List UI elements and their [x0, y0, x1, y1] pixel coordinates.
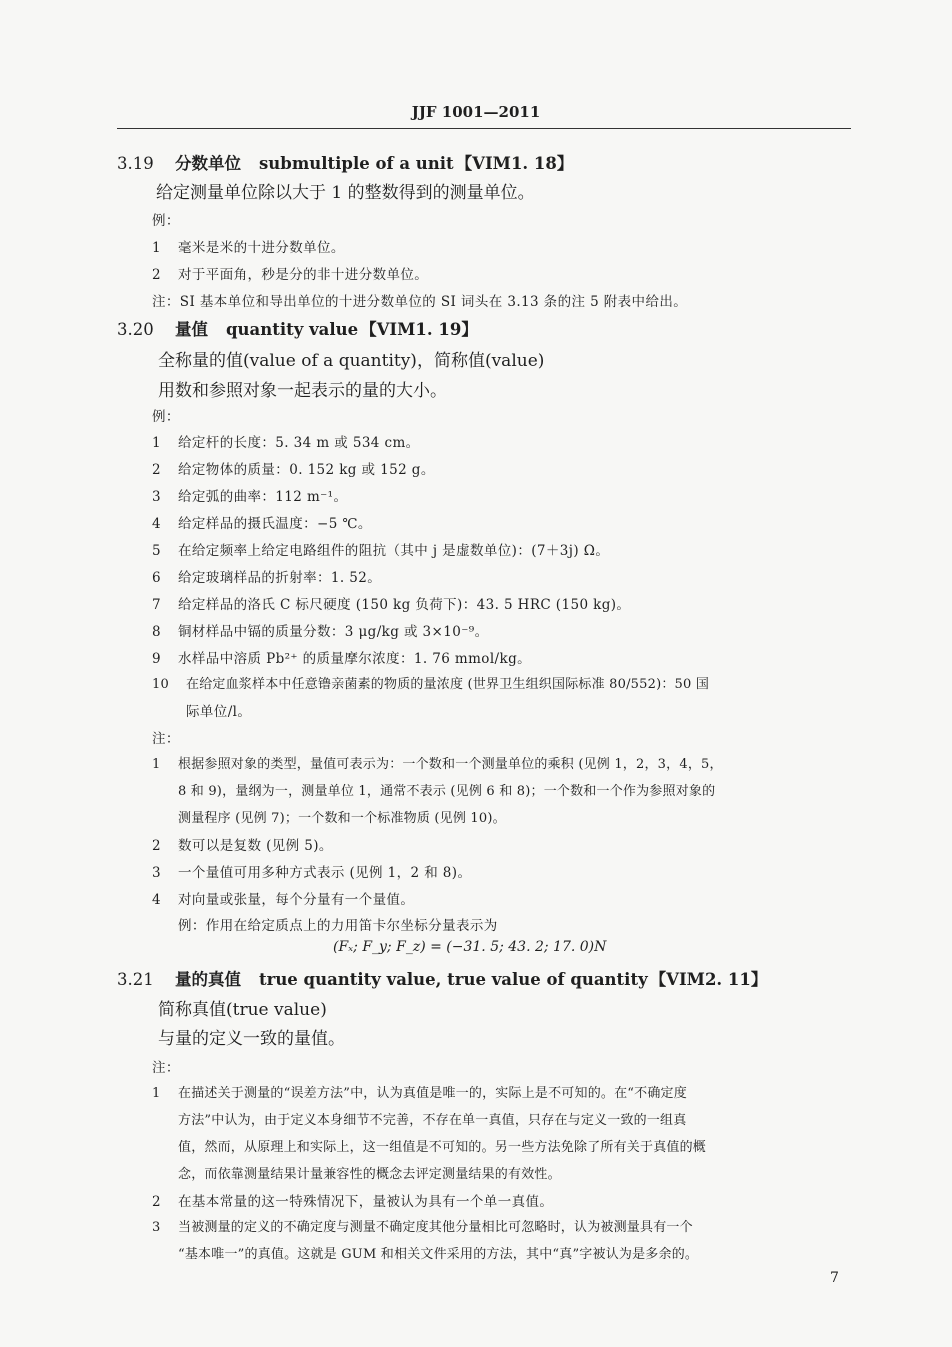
example-item: 3 给定弧的曲率：112 m⁻¹。 [152, 489, 348, 505]
note-continuation: 方法”中认为，由于定义本身细节不完善，不存在单一真值，只存在与定义一致的一组真 [178, 1113, 687, 1128]
note-item: 3 当被测量的定义的不确定度与测量不确定度其他分量相比可忽略时，认为被测量具有一个 [152, 1220, 693, 1235]
note-continuation: “基本唯一”的真值。这就是 GUM 和相关文件采用的方法，其中“真”字被认为是多余的。 [178, 1247, 699, 1262]
vim-reference: 【VIM2. 11】 [649, 970, 768, 989]
formula: (Fₓ; F_y; F_z) = (−31. 5; 43. 2; 17. 0)N [333, 939, 607, 955]
note-item: 2 在基本常量的这一特殊情况下，量被认为具有一个单一真值。 [152, 1194, 554, 1210]
note-continuation: 测量程序 (见例 7)；一个数和一个标准物质 (见例 10)。 [178, 811, 506, 826]
definition: 给定测量单位除以大于 1 的整数得到的测量单位。 [156, 183, 535, 203]
example-item: 6 给定玻璃样品的折射率：1. 52。 [152, 570, 382, 586]
example-continuation: 际单位/l。 [186, 704, 252, 720]
header-rule [117, 128, 851, 129]
page-number: 7 [830, 1270, 839, 1286]
note-example: 例：作用在给定质点上的力用笛卡尔坐标分量表示为 [178, 918, 498, 934]
example-label: 例： [152, 213, 180, 229]
alternative-name: 全称量的值(value of a quantity)，简称值(value) [158, 351, 545, 371]
section-number: 3.19 [117, 154, 154, 173]
example-item: 2 给定物体的质量：0. 152 kg 或 152 g。 [152, 462, 435, 478]
example-item: 5 在给定频率上给定电路组件的阻抗（其中 j 是虚数单位)：(7＋3j) Ω。 [152, 543, 610, 559]
note-label: 注： [152, 1060, 180, 1076]
example-item: 4 给定样品的摄氏温度：−5 ℃。 [152, 516, 372, 532]
example-item: 7 给定样品的洛氏 C 标尺硬度 (150 kg 负荷下)：43. 5 HRC (150 kg)。 [152, 597, 631, 613]
note-item: 1 在描述关于测量的“误差方法”中，认为真值是唯一的，实际上是不可知的。在“不确定度 [152, 1086, 687, 1101]
vim-reference: 【VIM1. 19】 [360, 320, 478, 339]
example-item: 1 给定杆的长度：5. 34 m 或 534 cm。 [152, 435, 420, 451]
note-text: 注：SI 基本单位和导出单位的十进分数单位的 SI 词头在 3.13 条的注 5 附表中给出。 [152, 294, 688, 310]
note-continuation: 值，然而，从原理上和实际上，这一组值是不可知的。另一些方法免除了所有关于真值的概 [178, 1140, 707, 1155]
vim-reference: 【VIM1. 18】 [455, 154, 574, 173]
example-item: 9 水样品中溶质 Pb²⁺ 的质量摩尔浓度：1. 76 mmol/kg。 [152, 651, 532, 667]
section-title-en: submultiple of a unit [259, 154, 454, 173]
section-number: 3.20 [117, 320, 154, 339]
section-3-19-heading [117, 150, 573, 174]
section-number: 3.21 [117, 970, 154, 989]
section-title-cn: 分数单位 [175, 154, 241, 173]
definition: 用数和参照对象一起表示的量的大小。 [158, 381, 447, 401]
example-item: 1 毫米是米的十进分数单位。 [152, 240, 345, 256]
example-item: 10 在给定血浆样本中任意镥亲菌素的物质的量浓度 (世界卫生组织国际标准 80/552)：50 国 [152, 677, 710, 692]
note-item: 2 数可以是复数 (见例 5)。 [152, 838, 333, 854]
definition: 与量的定义一致的量值。 [158, 1029, 345, 1049]
alternative-name: 简称真值(true value) [158, 1000, 327, 1020]
document-header: JJF 1001—2011 [411, 103, 541, 121]
section-title-en: quantity value [226, 320, 359, 339]
note-item: 4 对向量或张量，每个分量有一个量值。 [152, 892, 415, 908]
note-item: 3 一个量值可用多种方式表示 (见例 1，2 和 8)。 [152, 865, 472, 881]
note-item: 1 根据参照对象的类型，量值可表示为：一个数和一个测量单位的乘积 (见例 1，2，3，4，5， [152, 757, 723, 772]
section-title-cn: 量的真值 [175, 970, 241, 989]
example-label: 例： [152, 409, 180, 425]
section-3-21-heading [117, 966, 767, 990]
section-title-cn: 量值 [175, 320, 208, 339]
example-item: 2 对于平面角，秒是分的非十进分数单位。 [152, 267, 429, 283]
note-label: 注： [152, 731, 180, 747]
section-title-en: true quantity value, true value of quantity [259, 970, 648, 989]
note-continuation: 8 和 9)，量纲为一，测量单位 1，通常不表示 (见例 6 和 8)；一个数和一个作为参照对象的 [178, 784, 716, 799]
example-item: 8 铜材样品中镉的质量分数：3 μg/kg 或 3×10⁻⁹。 [152, 624, 489, 640]
note-continuation: 念，而依靠测量结果计量兼容性的概念去评定测量结果的有效性。 [178, 1167, 561, 1182]
section-3-20-heading [117, 316, 478, 340]
